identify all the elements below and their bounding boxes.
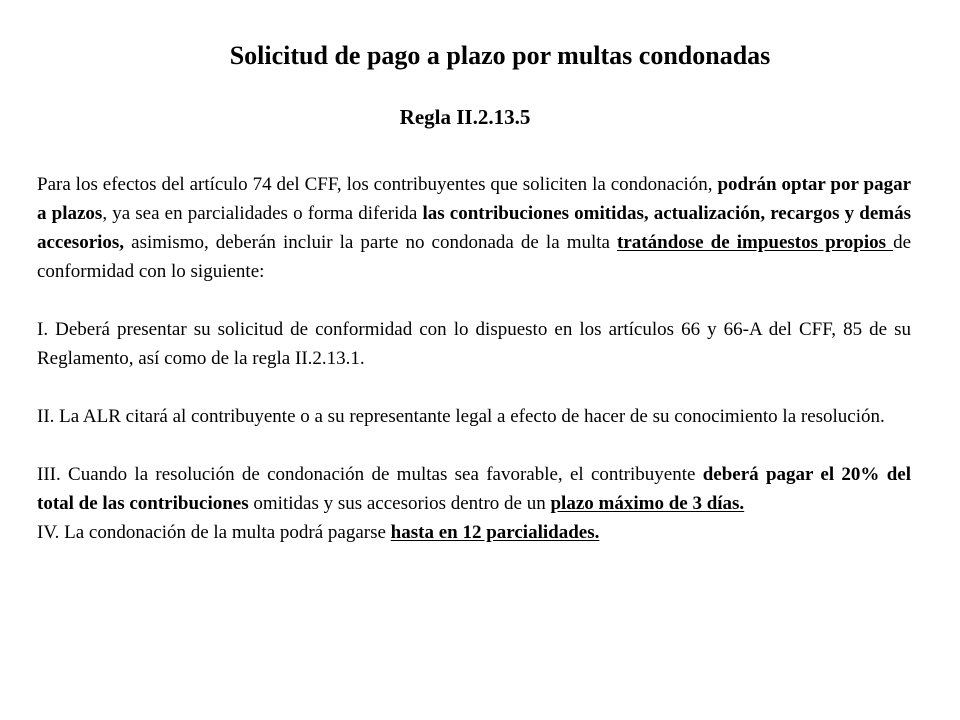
- item-i: I. Deberá presentar su solicitud de conformidad con lo dispuesto en los artículos 66 y 66-A del CFF, 85 de su Reglamento, así como de la regla II.2.13.1.: [37, 319, 911, 369]
- intro-text-1: Para los efectos del artículo 74 del CFF, los contribuyentes que soliciten la condonación,: [37, 174, 718, 195]
- document-title: Solicitud de pago a plazo por multas condonadas: [229, 41, 771, 70]
- item-iii-text-2: omitidas y sus accesorios dentro de un: [248, 493, 551, 514]
- intro-underlined-own-taxes: tratándose de impuestos propios: [617, 232, 894, 253]
- intro-text-2: , ya sea en parcialidades o forma diferida: [102, 203, 423, 224]
- intro-bold-contributions: las contribuciones omitidas, actualización, recargos y demás accesorios,: [37, 203, 911, 253]
- intro-paragraph: [37, 170, 911, 286]
- item-iii-text-1: III. Cuando la resolución de condonación de multas sea favorable, el contribuyente: [37, 464, 703, 485]
- item-iv: [37, 518, 911, 547]
- item-iv-text-1: IV. La condonación de la multa podrá pagarse: [37, 522, 391, 543]
- intro-text-3: asimismo, deberán incluir la parte no condonada de la multa: [124, 232, 618, 253]
- item-iii-bold-pay-20-percent: deberá pagar el 20% del total de las contribuciones: [37, 464, 911, 514]
- item-iv-underlined-12-installments: hasta en 12 parcialidades.: [390, 522, 600, 543]
- intro-bold-pay-in-installments: podrán optar por pagar a plazos: [37, 174, 911, 224]
- item-ii: II. La ALR citará al contribuyente o a su representante legal a efecto de hacer de su conocimiento la resolución.: [37, 406, 885, 427]
- item-iii: [37, 460, 911, 518]
- rule-heading: Regla II.2.13.5: [399, 105, 531, 129]
- intro-text-4: de conformidad con lo siguiente:: [37, 232, 911, 282]
- document-body: [37, 170, 911, 547]
- item-iii-underlined-max-3-days: plazo máximo de 3 días.: [550, 493, 745, 514]
